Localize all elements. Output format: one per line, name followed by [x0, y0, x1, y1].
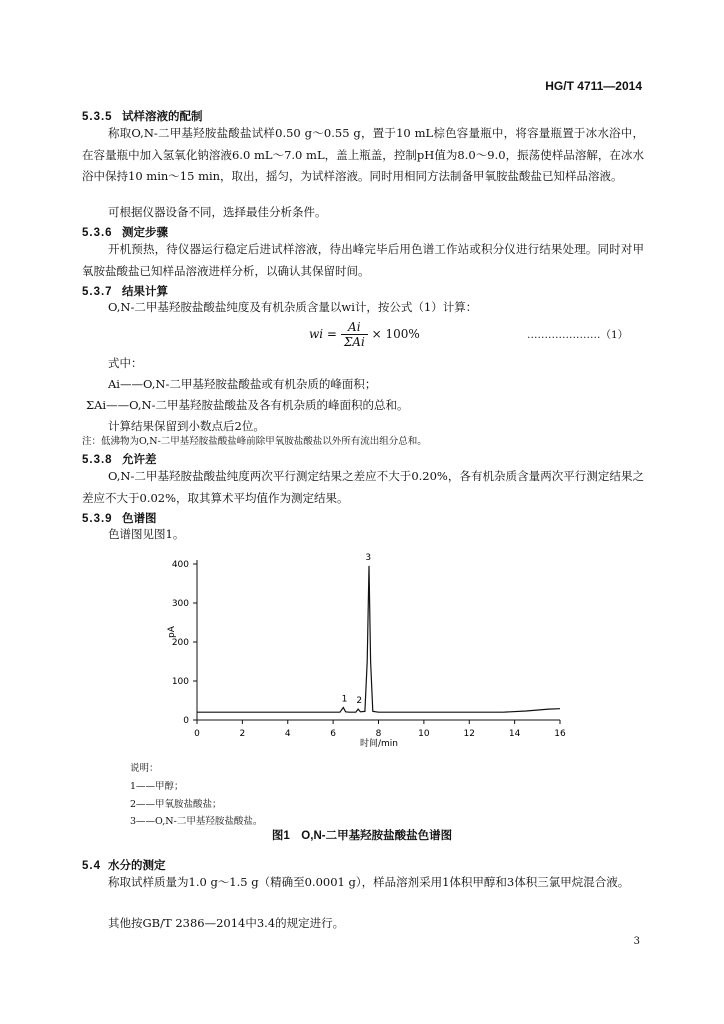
paragraph: O,N-二甲基羟胺盐酸盐纯度两次平行测定结果之差应不大于0.20%，各有机杂质含量两次平行测定结果之差应不大于0.02%，取其算术平均值作为测定结果。: [82, 469, 644, 505]
chromatogram-chart: [0, 550, 724, 750]
formula-number: …………………（1）: [527, 329, 629, 341]
section-heading-5-3-9: [82, 510, 157, 526]
definition-1: Ai——O,N-二甲基羟胺盐酸盐或有机杂质的峰面积；: [108, 377, 377, 391]
paragraph: 可根据仪器设备不同，选择最佳分析条件。: [108, 205, 327, 219]
x-tick-label: 8: [375, 729, 382, 739]
formula-rhs: × 100%: [371, 327, 420, 341]
legend-title: 说明：: [130, 763, 159, 774]
section-number: 5.3.7: [82, 286, 113, 298]
rounding-note: 计算结果保留到小数点后2位。: [108, 419, 265, 433]
section-heading-5-3-5: [82, 108, 203, 124]
section-title: 结果计算: [122, 286, 168, 298]
standard-number: HG/T 4711—2014: [545, 79, 642, 93]
y-tick-label: 0: [183, 716, 189, 726]
y-tick-label: 300: [171, 599, 189, 609]
section-title: 水分的测定: [108, 860, 166, 872]
formula-1: [309, 320, 420, 349]
section-title: 色谱图: [122, 513, 157, 525]
section-heading-5-4: [82, 857, 166, 873]
peak-label: 1: [341, 694, 348, 705]
x-tick-label: 4: [284, 729, 291, 739]
section-title: 试样溶液的配制: [122, 111, 203, 123]
peak-label: 2: [356, 696, 363, 707]
formula-numerator: Ai: [341, 320, 368, 335]
peak-label: 3: [365, 552, 372, 563]
chromatogram-line: [197, 566, 560, 712]
x-tick-label: 16: [554, 729, 566, 739]
paragraph: 称取试样质量为1.0 g～1.5 g（精确至0.0001 g），样品溶剂采用1体积甲醇和3体积三氯甲烷混合液。: [108, 875, 630, 889]
paragraph: 开机预热，待仪器运行稳定后进试样溶液，待出峰完毕后用色谱工作站或积分仪进行结果处理。同时对甲氧胺盐酸盐已知样品溶液进样分析，以确认其保留时间。: [82, 242, 644, 278]
paragraph: 称取O,N-二甲基羟胺盐酸盐试样0.50 g～0.55 g，置于10 mL棕色容量瓶中，将容量瓶置于冰水浴中，在容量瓶中加入氢氧化钠溶液6.0 mL～7.0 mL，盖上瓶盖，控制pH值为8.0～9.0，振荡使样品溶解，在冰水浴中保持10 min～15 min，取出，摇匀，为试样溶液。同时用相同方法制备甲氧胺盐酸盐已知样品溶液。: [82, 126, 644, 183]
legend-item: 2——甲氧胺盐酸盐；: [130, 799, 222, 810]
section-heading-5-3-6: [82, 224, 168, 240]
figure-caption: 图1 O,N-二甲基羟胺盐酸盐色谱图: [271, 830, 453, 842]
section-number: 5.3.9: [82, 513, 113, 525]
section-number: 5.4: [82, 860, 101, 872]
y-tick-label: 400: [171, 560, 189, 570]
section-number: 5.3.6: [82, 227, 113, 239]
section-number: 5.3.5: [82, 111, 113, 123]
definition-2: ΣAi——O,N-二甲基羟胺盐酸盐及各有机杂质的峰面积的总和。: [86, 398, 409, 412]
formula-denominator: ΣAi: [343, 335, 365, 349]
section-title: 测定步骤: [122, 227, 168, 239]
section-title: 允许差: [122, 454, 157, 466]
formula-fraction: [341, 320, 368, 349]
x-tick-label: 14: [508, 729, 521, 739]
section-number: 5.3.8: [82, 454, 113, 466]
legend-item: 3——O,N-二甲基羟胺盐酸盐。: [130, 816, 263, 827]
chart-plot: [197, 566, 560, 712]
x-tick-label: 10: [418, 729, 430, 739]
legend-item: 1——甲醇；: [130, 781, 184, 792]
y-axis-label: pA: [167, 626, 177, 638]
x-tick-label: 0: [194, 729, 200, 739]
chart-axes: [197, 560, 560, 720]
footnote: 注：低沸物为O,N-二甲基羟胺盐酸盐峰前除甲氧胺盐酸盐以外所有流出组分总和。: [82, 436, 427, 447]
section-heading-5-3-7: [82, 283, 168, 299]
section-heading-5-3-8: [82, 451, 157, 467]
formula-lhs: wi =: [309, 327, 337, 341]
page-number: 3: [633, 936, 640, 947]
where-label: 式中：: [108, 356, 143, 370]
formula-intro: O,N-二甲基羟胺盐酸盐纯度及有机杂质含量以wi计，按公式（1）计算：: [108, 300, 478, 314]
paragraph: 其他按GB/T 2386—2014中3.4的规定进行。: [108, 916, 345, 930]
y-tick-label: 200: [171, 638, 189, 648]
figure-reference: 色谱图见图1。: [108, 527, 185, 541]
x-tick-label: 2: [239, 729, 246, 739]
x-tick-label: 12: [463, 729, 475, 739]
y-tick-label: 100: [171, 677, 189, 687]
x-axis-label: 时间/min: [359, 739, 399, 749]
x-tick-label: 6: [330, 729, 336, 739]
